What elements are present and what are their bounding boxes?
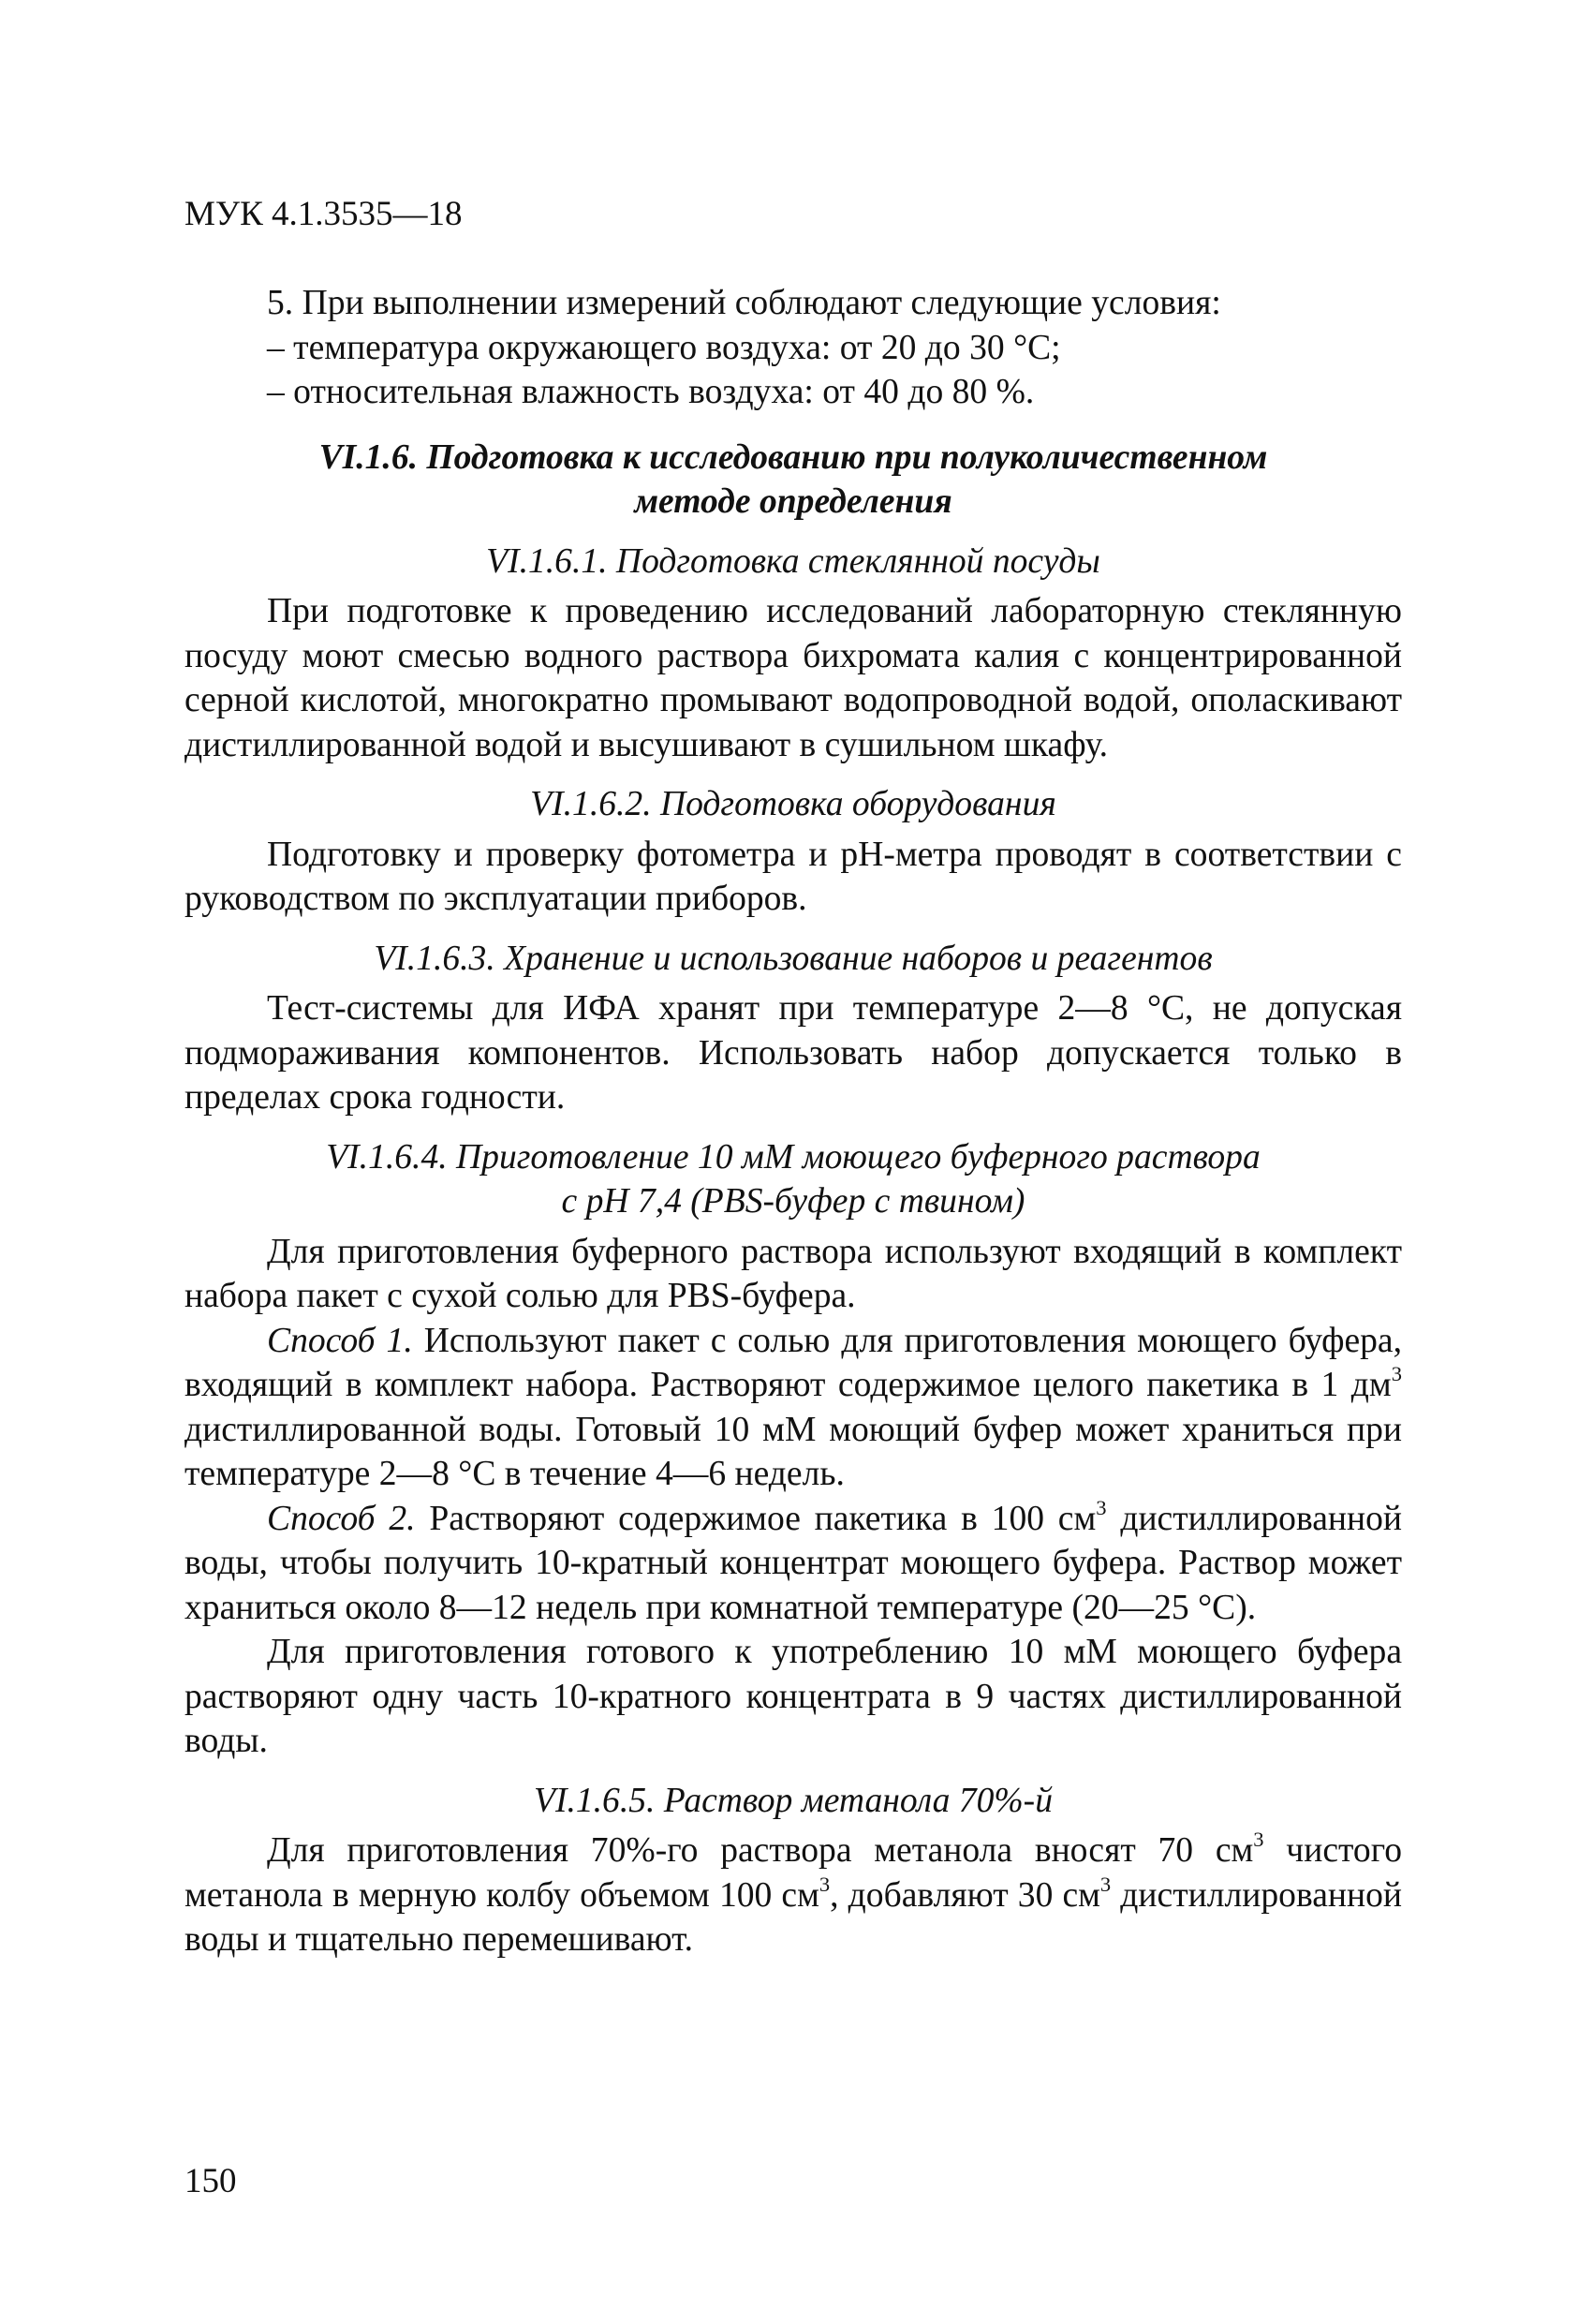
subsection-5-text-b: чистого метанола в мерную колбу объемом 100 см bbox=[184, 1831, 1402, 1915]
method-2-text-b: дистиллированной воды, чтобы получить 10-кратный концентрат моющего буфера. Раствор может храниться около 8—12 недель при комнатной температуре (20—25 °С). bbox=[184, 1499, 1403, 1627]
subsection-1-title: VI.1.6.1. Подготовка стеклянной посуды bbox=[486, 541, 1100, 581]
subsection-1-text: При подготовке к проведению исследований лабораторную стеклянную посуду моют смесью водного раствора бихромата калия с концентрированной серной кислотой, многократно промывают водопроводной водой, ополаскивают дистиллированной водой и высушивают в сушильном шкафу. bbox=[184, 592, 1402, 764]
subsection-4-title bbox=[184, 1135, 1402, 1224]
conditions-intro: 5. При выполнении измерений соблюдают следующие условия: bbox=[267, 284, 1221, 322]
page-content bbox=[184, 281, 1402, 1962]
condition-humidity: – относительная влажность воздуха: от 40 до 80 %. bbox=[267, 373, 1035, 411]
method-1-text-b: дистиллированной воды. Готовый 10 мМ моющий буфер может храниться при температуре 2—8 °С в течение 4—6 недель. bbox=[184, 1410, 1402, 1493]
subsection-2-title: VI.1.6.2. Подготовка оборудования bbox=[530, 785, 1056, 823]
section-title bbox=[184, 436, 1402, 525]
subsection-4-title-line1: VI.1.6.4. Приготовление 10 мМ моющего буферного раствора bbox=[326, 1137, 1261, 1177]
subsection-5-sup-a: 3 bbox=[1253, 1828, 1264, 1852]
page-number: 150 bbox=[184, 2162, 237, 2200]
measurement-conditions bbox=[184, 281, 1402, 415]
subsection-4-intro: Для приготовления буферного раствора используют входящий в комплект набора пакет с сухой солью для PBS-буфера. bbox=[184, 1232, 1402, 1315]
method-1-label: Способ 1. bbox=[267, 1321, 413, 1360]
subsection-4-title-line2: с рН 7,4 (PBS-буфер с твином) bbox=[561, 1182, 1025, 1221]
method-2-superscript: 3 bbox=[1096, 1495, 1107, 1519]
method-2-text-a: Растворяют содержимое пакетика в 100 см bbox=[415, 1499, 1097, 1538]
method-2-paragraph bbox=[184, 1497, 1402, 1631]
method-1-paragraph bbox=[184, 1319, 1402, 1497]
method-1-superscript: 3 bbox=[1391, 1362, 1402, 1386]
subsection-5-title: VI.1.6.5. Раствор метанола 70%-й bbox=[534, 1781, 1053, 1820]
subsection-5-text-a: Для приготовления 70%-го раствора метанола вносят 70 см bbox=[267, 1831, 1254, 1870]
section-title-line1: VI.1.6. Подготовка к исследованию при полуколичественном bbox=[318, 437, 1268, 477]
subsection-2-text: Подготовку и проверку фотометра и рН-метра проводят в соответствии с руководством по эксплуатации приборов. bbox=[184, 835, 1402, 918]
subsection-3-text: Тест-системы для ИФА хранят при температуре 2—8 °С, не допуская подмораживания компонентов. Использовать набор допускается только в пределах срока годности. bbox=[184, 989, 1402, 1117]
subsection-5-sup-b: 3 bbox=[819, 1872, 831, 1896]
document-code: МУК 4.1.3535—18 bbox=[184, 195, 463, 233]
condition-temperature: – температура окружающего воздуха: от 20 до 30 °С; bbox=[267, 328, 1061, 367]
method-1-text-a: Используют пакет с солью для приготовления моющего буфера, входящий в комплект набора. Растворяют содержимое целого пакетика в 1 дм bbox=[184, 1321, 1403, 1404]
method-2-label: Способ 2. bbox=[267, 1499, 416, 1538]
section-title-line2: методе определения bbox=[634, 482, 952, 521]
subsection-5-text bbox=[184, 1828, 1402, 1962]
subsection-5-text-d: дистиллированной воды и тщательно перемешивают. bbox=[184, 1875, 1402, 1959]
subsection-4-final: Для приготовления готового к употреблению 10 мМ моющего буфера растворяют одну часть 10-кратного концентрата в 9 частях дистиллированной воды. bbox=[184, 1633, 1402, 1760]
subsection-3-title: VI.1.6.3. Хранение и использование наборов и реагентов bbox=[374, 939, 1213, 978]
subsection-5-text-c: , добавляют 30 см bbox=[830, 1875, 1100, 1915]
subsection-5-sup-c: 3 bbox=[1099, 1872, 1112, 1896]
